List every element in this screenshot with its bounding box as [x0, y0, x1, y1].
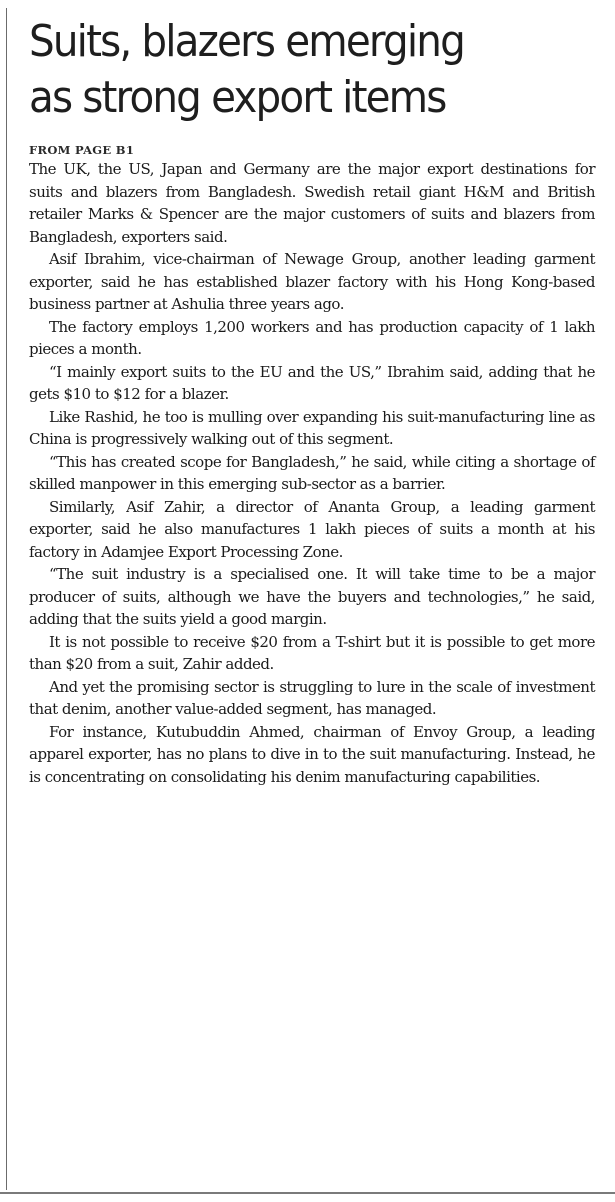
- paragraph: For instance, Kutubuddin Ahmed, chairman of Envoy Group, a leading apparel exporter, has no plans to dive in to the suit manufacturing. Instead, he is concentrating on consolidating his denim manufacturing capabilities.: [29, 722, 595, 786]
- bottom-divider: [0, 1192, 615, 1194]
- paragraph: “I mainly export suits to the EU and the US,” Ibrahim said, adding that he gets $10 to $12 for a blazer.: [29, 362, 595, 403]
- paragraph: Similarly, Asif Zahir, a director of Ananta Group, a leading garment exporter, said he also manufactures 1 lakh pieces of suits a month at his factory in Adamjee Export Processing Zone.: [29, 497, 595, 561]
- paragraph: The factory employs 1,200 workers and has production capacity of 1 lakh pieces a month.: [29, 317, 595, 358]
- paragraph: And yet the promising sector is struggling to lure in the scale of investment that denim, another value-added segment, has managed.: [29, 677, 595, 718]
- continued-from-label: FROM PAGE B1: [29, 143, 135, 157]
- headline-line-1: Suits, blazers emerging: [29, 16, 464, 67]
- paragraph: The UK, the US, Japan and Germany are the major export destinations for suits and blazers from Bangladesh. Swedish retail giant H&M and British retailer Marks & Spencer are the major customers of suits and blazers from Bangladesh, exporters said.: [29, 160, 595, 246]
- paragraph: It is not possible to receive $20 from a T-shirt but it is possible to get more than $20 from a suit, Zahir added.: [29, 632, 595, 673]
- column-left-rule: [6, 8, 7, 1190]
- paragraph: “The suit industry is a specialised one. It will take time to be a major producer of suits, although we have the buyers and technologies,” he said, adding that the suits yield a good margin.: [29, 565, 595, 628]
- article-headline: [29, 14, 599, 126]
- news-article: [29, 14, 595, 788]
- article-body: [29, 158, 595, 788]
- paragraph: “This has created scope for Bangladesh,” he said, while citing a shortage of skilled manpower in this emerging sub-sector as a barrier.: [29, 452, 595, 493]
- paragraph: Like Rashid, he too is mulling over expanding his suit-manufacturing line as China is progressively walking out of this segment.: [29, 407, 595, 448]
- headline-line-2: as strong export items: [29, 72, 446, 123]
- paragraph: Asif Ibrahim, vice-chairman of Newage Group, another leading garment exporter, said he has established blazer factory with his Hong Kong-based business partner at Ashulia three years ago.: [29, 250, 595, 313]
